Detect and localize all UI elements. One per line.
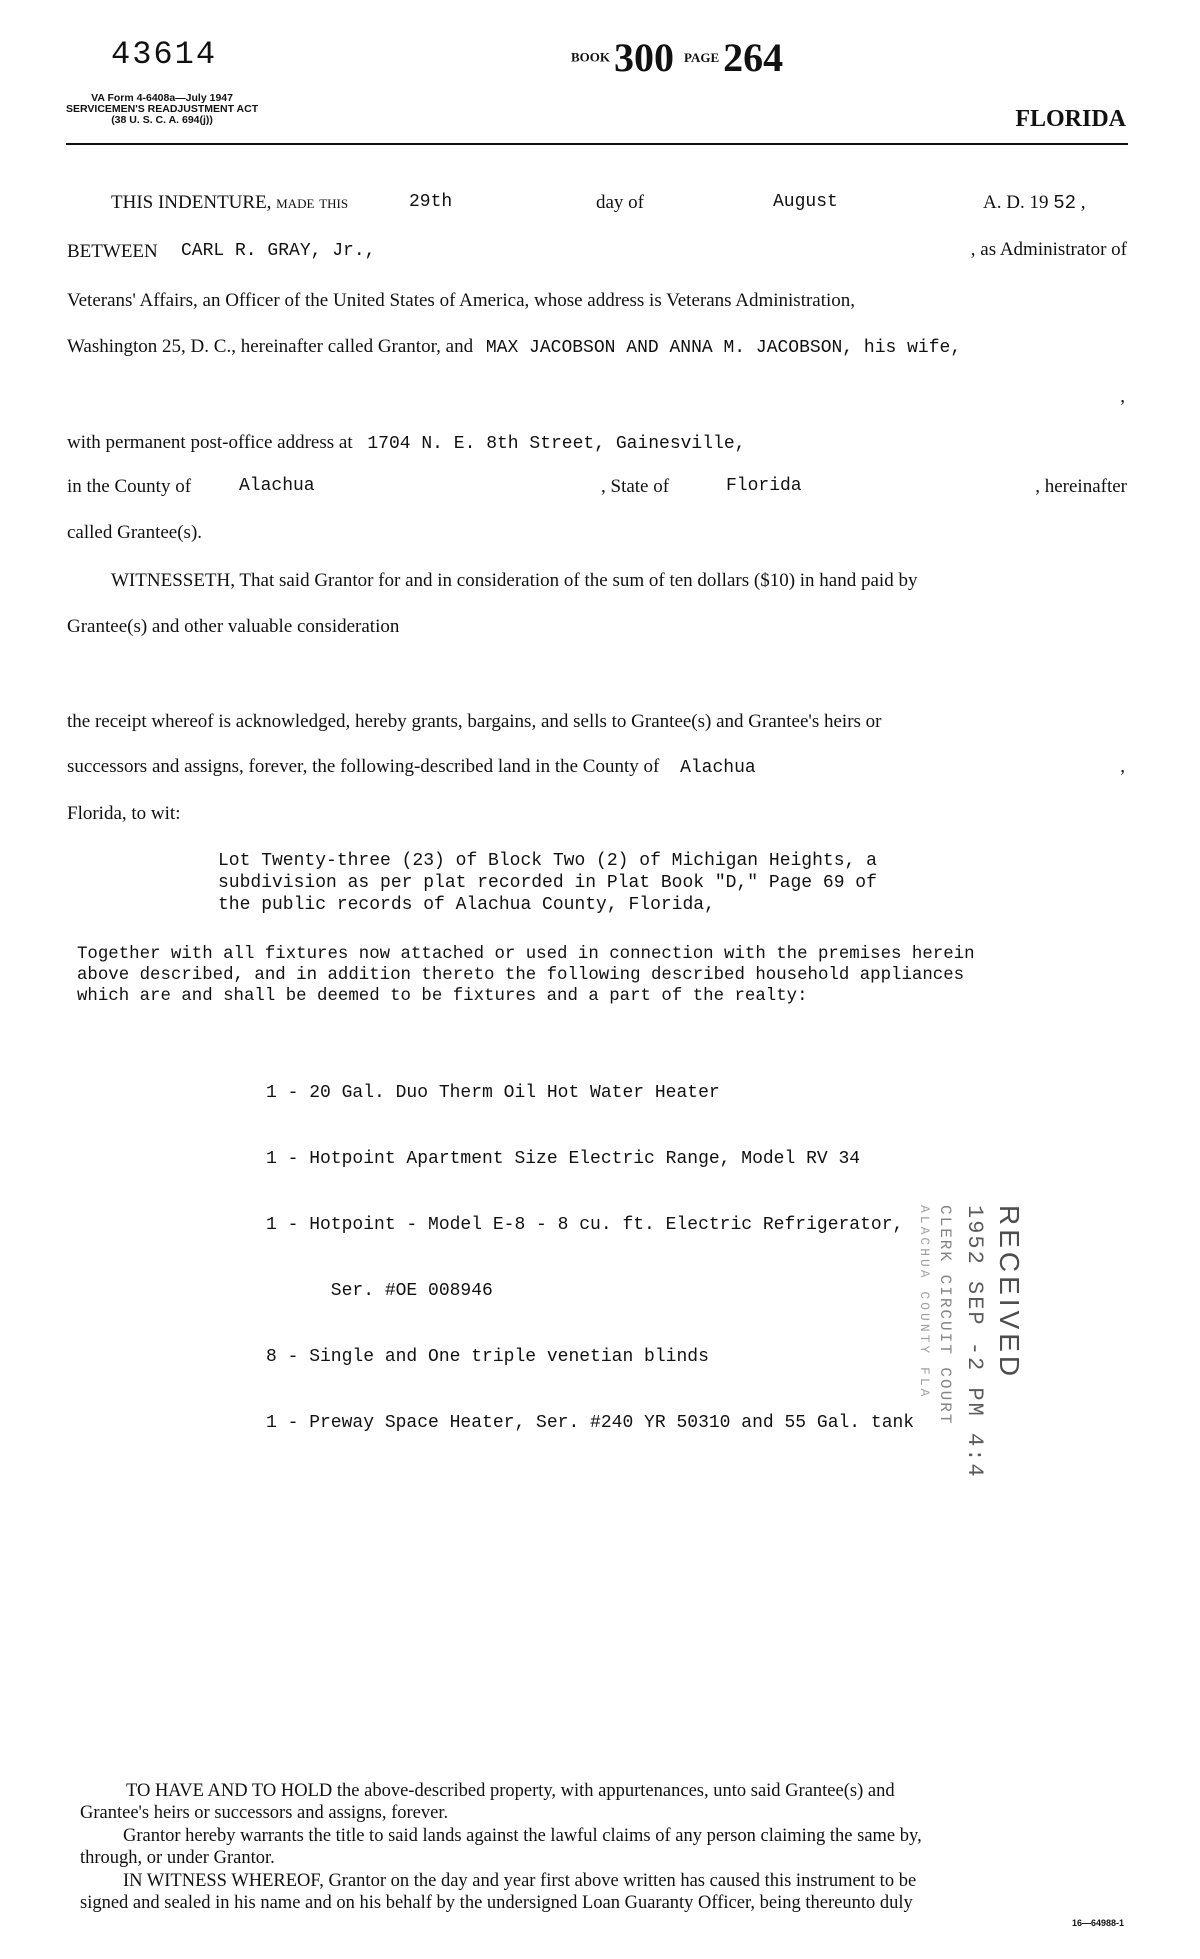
grantor-name: CARL R. GRAY, Jr., [181, 241, 376, 261]
legal-line-2: subdivision as per plat recorded in Plat Book "D," Page 69 of [218, 873, 877, 893]
legal-line-1: Lot Twenty-three (23) of Block Two (2) of Michigan Heights, a [218, 851, 877, 871]
list-item: 1 - Hotpoint - Model E-8 - 8 cu. ft. Electric Refrigerator, [266, 1215, 904, 1235]
address-line: with permanent post-office address at 1704 N. E. 8th Street, Gainesville, [67, 432, 746, 454]
legal-line-3: the public records of Alachua County, Florida, [218, 895, 715, 915]
stamp-clerk: CLERK CIRCUIT COURT [936, 1205, 954, 1426]
habendum-line-2: Grantee's heirs or successors and assigns, forever. [80, 1803, 449, 1823]
called-grantee: called Grantee(s). [67, 522, 203, 543]
form-line-2: SERVICEMEN'S READJUSTMENT ACT [66, 103, 259, 116]
witnesseth-line-2: Grantee(s) and other valuable consideration [67, 616, 400, 637]
received-stamp [875, 1205, 1025, 1525]
fixtures-line-1: Together with all fixtures now attached or used in connection with the premises herein [77, 945, 975, 964]
document-number: 43614 [111, 36, 218, 73]
land-county: Alachua [680, 758, 756, 778]
habendum-line-1: TO HAVE AND TO HOLD the above-described property, with appurtenances, unto said Grantee(s) and [126, 1781, 895, 1801]
legal-description [218, 850, 877, 916]
indenture-date: A. D. 19 52 , [983, 192, 1086, 214]
parties-line-2: Veterans' Affairs, an Officer of the United States of America, whose address is Veterans Administration, [67, 290, 856, 311]
list-item: 8 - Single and One triple venetian blinds [266, 1347, 709, 1367]
parties-line-3: Washington 25, D. C., hereinafter called Grantor, and MAX JACOBSON AND ANNA M. JACOBSON, his wife, [67, 336, 962, 358]
fixtures-line-2: above described, and in addition thereto the following described household appliances [77, 966, 965, 985]
grantee-names: MAX JACOBSON AND ANNA M. JACOBSON, his wife, [485, 338, 962, 358]
county-value: Alachua [239, 476, 315, 496]
stamp-county: ALACHUA COUNTY FLA [917, 1205, 932, 1400]
state-label: , State of [601, 476, 670, 497]
grantee-trailing-comma: , [1120, 386, 1125, 407]
stamp-date: 1952 SEP -2 PM 4:4 [962, 1205, 987, 1479]
state-value: Florida [726, 476, 802, 496]
indenture-month: August [773, 192, 838, 212]
list-item: 1 - 20 Gal. Duo Therm Oil Hot Water Heater [266, 1083, 720, 1103]
indenture-day: 29th [409, 192, 453, 212]
witnesseth-line-4: successors and assigns, forever, the following-described land in the County of Alachua [67, 756, 756, 778]
state-heading: FLORIDA [1015, 106, 1126, 132]
warranty-line-2: through, or under Grantor. [80, 1848, 275, 1868]
witness-whereof-line-1: IN WITNESS WHEREOF, Grantor on the day and year first above written has caused this instrument to be [123, 1871, 917, 1891]
form-identifier [66, 93, 258, 126]
fixtures-line-3: which are and shall be deemed to be fixtures and a part of the realty: [77, 987, 808, 1006]
witnesseth-line-5: Florida, to wit: [67, 803, 181, 824]
grantee-address: 1704 N. E. 8th Street, Gainesville, [367, 434, 746, 454]
list-item: Ser. #OE 008946 [266, 1281, 493, 1301]
hereinafter-label: , hereinafter [1035, 476, 1127, 497]
warranty-line-1: Grantor hereby warrants the title to said lands against the lawful claims of any person claiming the same by, [123, 1826, 922, 1846]
list-item: 1 - Preway Space Heater, Ser. #240 YR 50310 and 55 Gal. tank [266, 1413, 915, 1433]
form-line-1: VA Form 4-6408a—July 1947 [91, 92, 233, 104]
witnesseth-line-3: the receipt whereof is acknowledged, hereby grants, bargains, and sells to Grantee(s) and Grantee's heirs or [67, 711, 882, 732]
witnesseth-line-1: WITNESSETH, That said Grantor for and in consideration of the sum of ten dollars ($10) in hand paid by [111, 570, 918, 591]
book-number: 300 [614, 35, 675, 80]
indenture-day-of: day of [596, 192, 645, 213]
between-label: BETWEEN [67, 241, 158, 262]
witness-whereof-line-2: signed and sealed in his name and on his behalf by the undersigned Loan Guaranty Officer, being thereunto duly [80, 1893, 913, 1913]
book-label: BOOK [571, 49, 611, 65]
list-item: 1 - Hotpoint Apartment Size Electric Range, Model RV 34 [266, 1149, 861, 1169]
stamp-received: RECEIVED [994, 1205, 1025, 1381]
print-code: 16—64988-1 [1071, 1918, 1124, 1928]
county-label: in the County of [67, 476, 192, 497]
page-label: PAGE [684, 49, 720, 65]
fixtures-paragraph [77, 944, 975, 1007]
as-administrator: , as Administrator of [970, 239, 1127, 260]
book-page-reference [571, 34, 783, 81]
page-number: 264 [723, 35, 784, 80]
indenture-lead: THIS INDENTURE, made this [111, 192, 349, 213]
form-line-3: (38 U. S. C. A. 694(j)) [111, 114, 213, 127]
header-rule [66, 143, 1128, 145]
land-county-comma: , [1120, 756, 1125, 777]
appliance-list [266, 1038, 914, 1456]
